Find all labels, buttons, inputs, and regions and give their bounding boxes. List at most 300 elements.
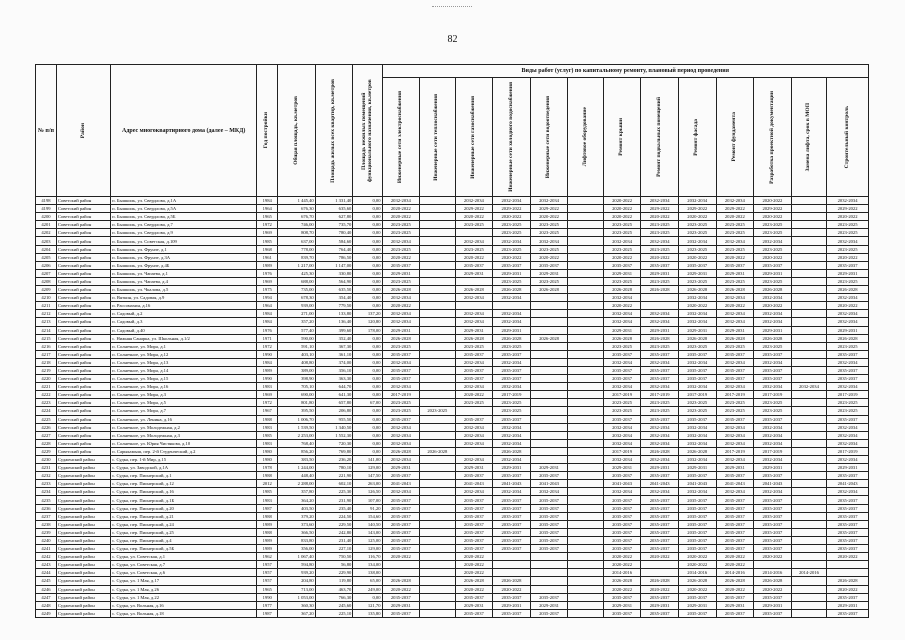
table-cell — [791, 504, 826, 512]
table-cell: 147,50 — [353, 472, 382, 480]
table-cell: Судженский район — [56, 593, 110, 601]
table-cell — [791, 277, 826, 285]
table-cell: 2032-2034 — [641, 310, 679, 318]
table-cell: 2029-2031 — [641, 326, 679, 334]
table-cell: 2020-2022 — [530, 213, 568, 221]
work-header: Ремонт крыши — [603, 78, 641, 197]
table-cell: 2029-2031 — [493, 464, 531, 472]
table-cell: 2020-2022 — [641, 253, 679, 261]
table-cell: 2032-2034 — [603, 358, 641, 366]
table-cell — [420, 350, 455, 358]
table-cell: 4207 — [36, 269, 57, 277]
table-cell: 4240 — [36, 536, 57, 544]
table-cell — [568, 423, 603, 431]
table-cell: 2035-2037 — [455, 536, 493, 544]
table-cell: 2035-2037 — [455, 366, 493, 374]
table-cell: с. Судка, ул. Заводской, д.1А — [111, 464, 257, 472]
table-cell: 2035-2037 — [678, 350, 716, 358]
table-cell: 676,70 — [278, 213, 316, 221]
table-cell — [568, 609, 603, 617]
table-cell: 0,00 — [353, 277, 382, 285]
table-cell: 2035-2037 — [678, 415, 716, 423]
table-cell: 2029-2031 — [382, 601, 420, 609]
table-cell: 2023-2025 — [827, 229, 869, 237]
table-cell: 0,00 — [353, 294, 382, 302]
table-cell: 2029-2031 — [530, 464, 568, 472]
table-cell — [420, 488, 455, 496]
table-cell: Судженский район — [56, 536, 110, 544]
table-cell: 2026-2028 — [678, 447, 716, 455]
table-cell: 2035-2037 — [678, 528, 716, 536]
table-cell: 2026-2028 — [716, 334, 754, 342]
table-cell: 133,80 — [315, 310, 353, 318]
table-cell: 2023-2025 — [493, 407, 531, 415]
table-cell: Советский район — [56, 375, 110, 383]
table-cell — [791, 464, 826, 472]
table-cell: 2032-2034 — [641, 197, 679, 205]
table-cell: 119,80 — [315, 577, 353, 585]
table-cell: 2026-2028 — [382, 447, 420, 455]
table-cell: 2023-2025 — [716, 399, 754, 407]
table-cell: 2035-2037 — [641, 496, 679, 504]
table-cell: 856,20 — [278, 447, 316, 455]
table-cell: 2023-2025 — [455, 399, 493, 407]
table-cell: 1989 — [257, 545, 278, 553]
table-cell: 2020-2022 — [603, 253, 641, 261]
table-cell: 1 445,40 — [278, 197, 316, 205]
table-cell: 0,00 — [353, 229, 382, 237]
table-cell: Советский район — [56, 294, 110, 302]
table-cell: 939,00 — [278, 302, 316, 310]
table-cell: 2029-2031 — [678, 464, 716, 472]
table-cell: 2032-2034 — [455, 383, 493, 391]
table-cell: 2035-2037 — [493, 261, 531, 269]
table-cell: 1962 — [257, 553, 278, 561]
table-cell: 1957 — [257, 577, 278, 585]
table-cell: с. Судка, пер. Пионерский, д.5Б — [111, 545, 257, 553]
table-cell: 2023-2025 — [754, 229, 792, 237]
table-cell: 2035-2037 — [641, 593, 679, 601]
table-cell: 2035-2037 — [382, 350, 420, 358]
table-cell: Советский район — [56, 350, 110, 358]
table-cell: 2026-2028 — [455, 286, 493, 294]
table-cell: 2029-2031 — [603, 464, 641, 472]
table-cell: 1972 — [257, 399, 278, 407]
table-cell: 2020-2022 — [455, 253, 493, 261]
table-cell: Советский район — [56, 439, 110, 447]
table-cell: 4243 — [36, 561, 57, 569]
table-cell: 2032-2034 — [754, 358, 792, 366]
table-cell: 2017-2019 — [678, 391, 716, 399]
table-cell: 0,00 — [353, 197, 382, 205]
table-cell: 2020-2022 — [754, 213, 792, 221]
table-cell: 4230 — [36, 456, 57, 464]
table-cell — [791, 350, 826, 358]
table-cell: 2026-2028 — [641, 334, 679, 342]
table-cell: 2029-2031 — [530, 601, 568, 609]
table-cell: 367,30 — [315, 342, 353, 350]
table-cell — [568, 318, 603, 326]
table-cell: 2023-2025 — [603, 407, 641, 415]
table-cell: 2023-2025 — [716, 229, 754, 237]
table-cell: 2035-2037 — [641, 528, 679, 536]
table-cell: 364,20 — [278, 496, 316, 504]
table-cell: п. Солнечное, ул. Мира, д.14 — [111, 366, 257, 374]
table-cell: 0,00 — [353, 431, 382, 439]
table-cell: 2020-2022 — [716, 213, 754, 221]
table-cell: 1 552,30 — [315, 431, 353, 439]
table-cell: п. Солнечное, ул. Мира, д.15 — [111, 375, 257, 383]
table-cell: 2023-2025 — [716, 407, 754, 415]
table-cell: 2032-2034 — [716, 310, 754, 318]
table-cell: 2032-2034 — [678, 423, 716, 431]
table-cell: 2035-2037 — [716, 536, 754, 544]
table-cell — [791, 456, 826, 464]
table-cell — [791, 391, 826, 399]
table-cell: 2035-2037 — [754, 609, 792, 617]
table-cell: 2014-2016 — [791, 569, 826, 577]
table-cell: 2026-2028 — [716, 577, 754, 585]
table-cell: 584,60 — [315, 237, 353, 245]
table-row — [36, 205, 869, 213]
table-cell: 2035-2037 — [827, 504, 869, 512]
table-body — [36, 197, 869, 618]
table-cell: 2035-2037 — [754, 261, 792, 269]
table-cell: 1971 — [257, 334, 278, 342]
table-cell — [568, 536, 603, 544]
table-cell: 2020-2022 — [754, 553, 792, 561]
table-cell: 126,50 — [353, 488, 382, 496]
table-cell: 2032-2034 — [455, 439, 493, 447]
col-address-header: Адрес многоквартирного дома (далее – МКД) — [111, 65, 257, 197]
table-cell — [791, 326, 826, 334]
table-cell: 1990 — [257, 593, 278, 601]
table-row — [36, 342, 869, 350]
table-cell: с. Судка, ул. 1 Мая, д.17 — [111, 577, 257, 585]
table-cell: 154,60 — [353, 512, 382, 520]
table-cell — [568, 391, 603, 399]
table-cell: с. Судка, пер. Пионерский, д.24 — [111, 520, 257, 528]
table-cell: 107,00 — [353, 496, 382, 504]
table-cell: 2023-2025 — [493, 229, 531, 237]
table-cell: 2035-2037 — [716, 609, 754, 617]
table-cell — [420, 310, 455, 318]
table-cell — [791, 366, 826, 374]
table-cell: с. Судка, пер. Пионерский, д.1 — [111, 472, 257, 480]
table-cell: 4206 — [36, 261, 57, 269]
table-cell: 2032-2034 — [455, 488, 493, 496]
table-cell: п. Вяткин, ул. Садовая, д.9 — [111, 294, 257, 302]
table-cell: 2023-2025 — [716, 221, 754, 229]
table-cell: 2023-2025 — [530, 221, 568, 229]
table-cell — [568, 358, 603, 366]
table-cell: 2035-2037 — [754, 350, 792, 358]
table-cell: 2035-2037 — [716, 545, 754, 553]
table-cell: 4222 — [36, 391, 57, 399]
table-cell: с. Судка, ул. Вольная, д.18 — [111, 609, 257, 617]
table-cell — [568, 480, 603, 488]
table-row — [36, 488, 869, 496]
table-cell — [420, 496, 455, 504]
table-cell: 354,40 — [315, 294, 353, 302]
table-cell: 2035-2037 — [455, 472, 493, 480]
table-cell: п. Солнечное, ул. Ленина, д.16 — [111, 415, 257, 423]
table-cell: 2029-2031 — [455, 464, 493, 472]
table-cell: 1 539,50 — [278, 423, 316, 431]
table-cell: 4216 — [36, 342, 57, 350]
table-cell: 2017-2019 — [754, 391, 792, 399]
table-cell — [568, 383, 603, 391]
table-cell: 2035-2037 — [678, 609, 716, 617]
table-cell: Советский район — [56, 310, 110, 318]
table-cell: 2032-2034 — [493, 488, 531, 496]
table-cell: с. Судка, пер. Пионерский, д.12 — [111, 480, 257, 488]
table-cell: 2029-2031 — [827, 464, 869, 472]
table-cell: 2020-2022 — [827, 302, 869, 310]
table-cell: 4210 — [36, 294, 57, 302]
table-cell: 2035-2037 — [530, 512, 568, 520]
work-header: Лифтовое оборудование — [568, 78, 603, 197]
col-num-header: № п/п — [36, 65, 57, 197]
table-cell: 2020-2022 — [716, 253, 754, 261]
table-cell: 2032-2034 — [455, 237, 493, 245]
table-cell: 2032-2034 — [603, 488, 641, 496]
table-cell: 4234 — [36, 488, 57, 496]
table-cell: 2032-2034 — [791, 383, 826, 391]
table-cell: 360,30 — [278, 601, 316, 609]
table-cell: 120,80 — [353, 318, 382, 326]
table-cell: 2026-2028 — [603, 577, 641, 585]
table-cell — [530, 318, 568, 326]
table-cell: 2032-2034 — [716, 456, 754, 464]
table-cell: 2032-2034 — [530, 237, 568, 245]
table-cell: 2014-2016 — [716, 569, 754, 577]
table-cell: 2026-2028 — [716, 286, 754, 294]
table-cell: 635,60 — [315, 205, 353, 213]
table-cell: 4247 — [36, 593, 57, 601]
table-cell: 2035-2037 — [382, 415, 420, 423]
table-cell: 2035-2037 — [678, 536, 716, 544]
table-cell: 2032-2034 — [455, 456, 493, 464]
table-cell: 4246 — [36, 585, 57, 593]
table-cell: 1985 — [257, 431, 278, 439]
table-cell — [568, 569, 603, 577]
table-cell: 4200 — [36, 213, 57, 221]
table-cell: 786,50 — [315, 253, 353, 261]
table-cell: 2032-2034 — [382, 237, 420, 245]
table-cell: 2035-2037 — [603, 504, 641, 512]
table-cell — [530, 326, 568, 334]
table-cell: 2041-2043 — [716, 480, 754, 488]
table-cell: 2035-2037 — [382, 504, 420, 512]
table-cell: 2035-2037 — [603, 366, 641, 374]
table-cell: 2032-2034 — [382, 310, 420, 318]
table-cell: 2029-2031 — [754, 269, 792, 277]
table-cell: 4224 — [36, 407, 57, 415]
table-cell — [530, 415, 568, 423]
table-cell: 356,10 — [315, 366, 353, 374]
table-cell: 2029-2031 — [716, 464, 754, 472]
table-cell: 2035-2037 — [455, 545, 493, 553]
table-cell: с. Судка, пер. Пионерский, д.1Б — [111, 496, 257, 504]
table-cell: 2035-2037 — [382, 609, 420, 617]
table-cell: 2029-2022 — [530, 205, 568, 213]
table-cell: п. Солнечное, ул. Мира, д.13 — [111, 358, 257, 366]
table-row — [36, 318, 869, 326]
table-cell: 1976 — [257, 326, 278, 334]
table-cell: 2035-2037 — [603, 472, 641, 480]
table-cell: 2023-2025 — [827, 399, 869, 407]
table-cell: 389,00 — [278, 366, 316, 374]
table-cell: 2035-2037 — [641, 609, 679, 617]
table-row — [36, 286, 869, 294]
table-cell — [530, 399, 568, 407]
table-cell: 1987 — [257, 609, 278, 617]
table-cell: 2035-2037 — [603, 261, 641, 269]
table-cell: Судженский район — [56, 577, 110, 585]
table-cell: 676,30 — [278, 205, 316, 213]
table-cell — [568, 456, 603, 464]
table-cell: 735,70 — [315, 221, 353, 229]
table-cell: 2032-2034 — [678, 294, 716, 302]
table-cell: 2035-2037 — [827, 366, 869, 374]
table-cell: 2032-2034 — [382, 318, 420, 326]
table-cell: 768,40 — [278, 439, 316, 447]
table-cell: 229,50 — [315, 520, 353, 528]
table-cell: п. Солнечное, ул. Мира, д.3 — [111, 391, 257, 399]
table-cell: с. Судка, пер. 1-й Мир, д.15 — [111, 456, 257, 464]
table-cell: с. Судка, ул. 1 Мая, д.22 — [111, 593, 257, 601]
table-cell: 2035-2037 — [493, 415, 531, 423]
table-cell: 2032-2034 — [678, 197, 716, 205]
table-cell — [568, 528, 603, 536]
table-cell: 644,70 — [315, 383, 353, 391]
table-cell: 1989 — [257, 536, 278, 544]
table-cell: 2032-2034 — [603, 456, 641, 464]
table-cell: п. Садовый, д.3 — [111, 318, 257, 326]
table-cell — [568, 302, 603, 310]
table-cell: 2023-2025 — [641, 277, 679, 285]
table-cell: 1968 — [257, 245, 278, 253]
table-cell: 2032-2034 — [716, 431, 754, 439]
table-cell: 2020-2022 — [827, 253, 869, 261]
table-cell: 2026-2028 — [493, 447, 531, 455]
table-cell: 2020-2022 — [530, 253, 568, 261]
table-cell: 939,20 — [278, 569, 316, 577]
table-cell: 1 331,40 — [315, 197, 353, 205]
table-cell: 448,40 — [278, 472, 316, 480]
table-cell: 2035-2037 — [493, 366, 531, 374]
col-living-area-header: Площадь жилых всех квартир, кв.метров — [315, 65, 353, 197]
table-cell: 2032-2034 — [455, 197, 493, 205]
table-cell — [568, 431, 603, 439]
table-cell — [568, 326, 603, 334]
table-cell: 408,80 — [278, 358, 316, 366]
table-cell: 2032-2034 — [827, 488, 869, 496]
table-cell: 2032-2034 — [754, 423, 792, 431]
table-cell: 2035-2037 — [493, 545, 531, 553]
table-cell: 2035-2037 — [641, 472, 679, 480]
table-cell: 2035-2037 — [678, 261, 716, 269]
table-cell: 2026-2028 — [493, 334, 531, 342]
table-cell: 1988 — [257, 512, 278, 520]
table-cell: 2035-2037 — [493, 536, 531, 544]
table-cell: п. Солнечное, ул. Молодежная, д.2 — [111, 423, 257, 431]
table-cell: 2017-2019 — [603, 447, 641, 455]
table-cell: 2032-2034 — [716, 318, 754, 326]
table-cell: 2020-2022 — [678, 585, 716, 593]
table-cell: п. Бышкиль, ул. Свердлова, д.9 — [111, 229, 257, 237]
table-cell: 2020-2022 — [827, 585, 869, 593]
table-cell: 2020-2022 — [455, 569, 493, 577]
table-cell: 690,00 — [278, 391, 316, 399]
table-cell — [568, 585, 603, 593]
table-cell — [420, 366, 455, 374]
table-cell: с. Судка, пер. Пионерский, д.21 — [111, 512, 257, 520]
table-cell — [791, 528, 826, 536]
table-cell: 2020-2022 — [678, 302, 716, 310]
table-cell: 2023-2025 — [382, 407, 420, 415]
table-cell: 2032-2034 — [827, 318, 869, 326]
table-cell: 141,00 — [353, 456, 382, 464]
table-cell: п. Рассомахин, д.16 — [111, 302, 257, 310]
table-cell: 635,50 — [315, 286, 353, 294]
table-cell: 4233 — [36, 480, 57, 488]
table-cell: 2026-2028 — [530, 334, 568, 342]
table-cell — [568, 439, 603, 447]
table-cell: 2023-2025 — [530, 277, 568, 285]
table-cell: 2035-2037 — [716, 504, 754, 512]
table-cell: Судженский район — [56, 528, 110, 536]
table-cell — [568, 310, 603, 318]
table-row — [36, 545, 869, 553]
table-cell: 2020-2022 — [493, 253, 531, 261]
table-cell — [568, 245, 603, 253]
table-cell — [568, 561, 603, 569]
table-cell: 224,50 — [315, 512, 353, 520]
table-cell: Советский район — [56, 383, 110, 391]
table-cell — [420, 229, 455, 237]
table-cell: 0,00 — [353, 350, 382, 358]
table-cell: 2023-2025 — [641, 221, 679, 229]
table-cell: 808,70 — [278, 229, 316, 237]
table-cell: п. Солнечное, ул. Мира, д.5 — [111, 399, 257, 407]
table-cell: 1965 — [257, 585, 278, 593]
table-cell — [791, 431, 826, 439]
table-cell: 0,00 — [353, 375, 382, 383]
table-cell: 2020-2022 — [382, 205, 420, 213]
table-cell: 2029-2031 — [641, 601, 679, 609]
table-cell: 2035-2037 — [641, 545, 679, 553]
table-cell: 1994 — [257, 294, 278, 302]
table-cell: 4236 — [36, 504, 57, 512]
table-cell: 2032-2034 — [493, 383, 531, 391]
table-cell: 4213 — [36, 318, 57, 326]
table-cell: 0,00 — [353, 407, 382, 415]
table-cell: 2032-2034 — [455, 310, 493, 318]
table-cell: 0,00 — [353, 366, 382, 374]
table-cell — [791, 261, 826, 269]
table-cell: Советский район — [56, 334, 110, 342]
table-cell: Судженский район — [56, 545, 110, 553]
table-cell: Судженский район — [56, 561, 110, 569]
table-cell — [568, 229, 603, 237]
table-cell: 2035-2037 — [678, 375, 716, 383]
table-cell: 2 288,00 — [278, 480, 316, 488]
table-cell: 2035-2037 — [382, 472, 420, 480]
table-cell: 2035-2037 — [455, 496, 493, 504]
table-cell — [791, 415, 826, 423]
